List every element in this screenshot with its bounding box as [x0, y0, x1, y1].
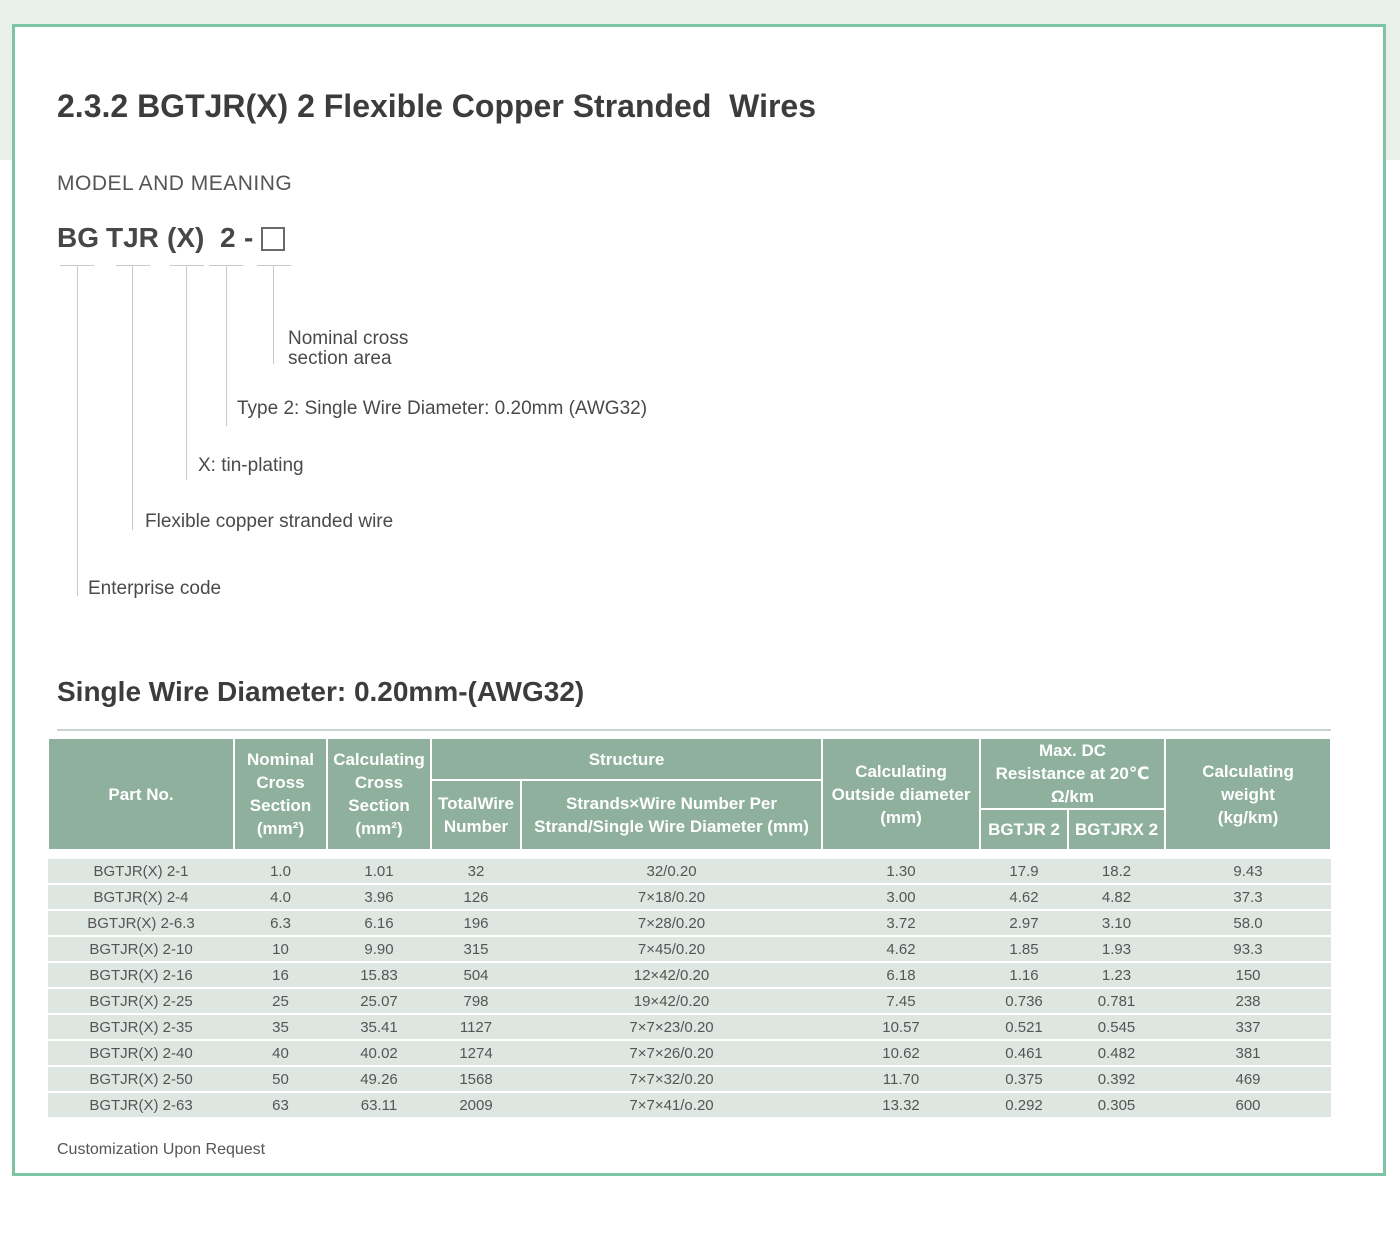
underline-tin [170, 265, 204, 266]
meaning-flexible: Flexible copper stranded wire [145, 511, 394, 532]
header-weight [1165, 738, 1331, 850]
header-weight-line: (kg/km) [1217, 807, 1279, 827]
spec-table [47, 737, 1332, 1117]
cell-weight: 58.0 [1165, 910, 1331, 936]
section-title: Single Wire Diameter: 0.20mm-(AWG32) [57, 676, 585, 707]
header-outside-line: Calculating [855, 761, 947, 781]
header-nominal-line: Section [249, 796, 312, 815]
header-total-wire [431, 780, 521, 850]
cell-weight: 337 [1165, 1014, 1331, 1040]
header-nominal-line: (mm²) [256, 819, 305, 838]
table-row [48, 1092, 1331, 1117]
cell-calc-section: 9.90 [327, 936, 431, 962]
cell-total-wire: 1568 [431, 1066, 521, 1092]
cell-bgtjrx: 0.781 [1068, 988, 1165, 1014]
page-title: 2.3.2 BGTJR(X) 2 Flexible Copper Stranded Wires [57, 88, 817, 124]
header-strands-line: Strands×Wire Number Per [566, 794, 777, 813]
header-outside-line: Outside diameter [831, 784, 971, 804]
footnote: Customization Upon Request [57, 1141, 266, 1158]
cell-bgtjr: 0.736 [980, 988, 1068, 1014]
header-resistance-line: Max. DC [1038, 741, 1107, 760]
cell-strands: 7×7×32/0.20 [521, 1066, 822, 1092]
model-heading: MODEL AND MEANING [57, 172, 293, 195]
meaning-area-line2: section area [288, 348, 392, 369]
header-weight-line: Calculating [1202, 761, 1294, 781]
meaning-enterprise: Enterprise code [88, 578, 222, 599]
cell-strands: 7×7×23/0.20 [521, 1014, 822, 1040]
table-row [48, 858, 1331, 884]
cell-calc-section: 49.26 [327, 1066, 431, 1092]
code-placeholder-box [261, 227, 285, 251]
cell-bgtjr: 0.375 [980, 1066, 1068, 1092]
cell-calc-section: 15.83 [327, 962, 431, 988]
cell-bgtjrx: 0.482 [1068, 1040, 1165, 1066]
table-row [48, 1066, 1331, 1092]
cell-strands: 19×42/0.20 [521, 988, 822, 1014]
cell-outside: 4.62 [822, 936, 980, 962]
header-bgtjr: BGTJR 2 [980, 809, 1068, 850]
cell-total-wire: 2009 [431, 1092, 521, 1117]
cell-outside: 3.00 [822, 884, 980, 910]
table-row [48, 988, 1331, 1014]
header-resistance-line: Resistance at 20℃ [995, 764, 1150, 783]
header-nominal-section [234, 738, 327, 850]
meaning-tin: X: tin-plating [198, 455, 304, 476]
cell-total-wire: 1274 [431, 1040, 521, 1066]
header-calc-section [327, 738, 431, 850]
cell-nominal: 10 [234, 936, 327, 962]
cell-bgtjr: 1.16 [980, 962, 1068, 988]
underline-area [257, 265, 291, 266]
cell-outside: 3.72 [822, 910, 980, 936]
cell-strands: 12×42/0.20 [521, 962, 822, 988]
meaning-type: Type 2: Single Wire Diameter: 0.20mm (AWG32) [237, 398, 648, 419]
cell-calc-section: 63.11 [327, 1092, 431, 1117]
cell-strands: 7×45/0.20 [521, 936, 822, 962]
header-calc-line: Cross [354, 773, 404, 792]
cell-outside: 6.18 [822, 962, 980, 988]
cell-weight: 9.43 [1165, 858, 1331, 884]
cell-outside: 7.45 [822, 988, 980, 1014]
header-total-wire-line: Number [443, 817, 509, 836]
leader-type [226, 266, 227, 426]
cell-calc-section: 3.96 [327, 884, 431, 910]
cell-outside: 1.30 [822, 858, 980, 884]
cell-total-wire: 32 [431, 858, 521, 884]
cell-nominal: 16 [234, 962, 327, 988]
table-body [48, 858, 1331, 1117]
cell-part-no: BGTJR(X) 2-50 [48, 1066, 234, 1092]
leader-tin [186, 266, 187, 480]
cell-weight: 238 [1165, 988, 1331, 1014]
cell-part-no: BGTJR(X) 2-4 [48, 884, 234, 910]
cell-outside: 10.57 [822, 1014, 980, 1040]
header-outside-diameter [822, 738, 980, 850]
cell-weight: 469 [1165, 1066, 1331, 1092]
cell-nominal: 50 [234, 1066, 327, 1092]
cell-strands: 7×18/0.20 [521, 884, 822, 910]
table-row [48, 936, 1331, 962]
cell-part-no: BGTJR(X) 2-1 [48, 858, 234, 884]
leader-area [273, 266, 274, 364]
cell-bgtjr: 1.85 [980, 936, 1068, 962]
code-part-enterprise: BG [57, 222, 99, 253]
cell-total-wire: 126 [431, 884, 521, 910]
cell-total-wire: 798 [431, 988, 521, 1014]
table-row [48, 910, 1331, 936]
cell-calc-section: 6.16 [327, 910, 431, 936]
header-resistance-line: Ω/km [1051, 787, 1094, 806]
header-calc-line: Section [348, 796, 410, 815]
cell-bgtjrx: 18.2 [1068, 858, 1165, 884]
cell-weight: 93.3 [1165, 936, 1331, 962]
header-outside-line: (mm) [880, 807, 922, 827]
cell-nominal: 35 [234, 1014, 327, 1040]
cell-part-no: BGTJR(X) 2-40 [48, 1040, 234, 1066]
cell-outside: 11.70 [822, 1066, 980, 1092]
cell-total-wire: 1127 [431, 1014, 521, 1040]
cell-calc-section: 35.41 [327, 1014, 431, 1040]
header-resistance [980, 738, 1165, 809]
cell-bgtjr: 2.97 [980, 910, 1068, 936]
cell-weight: 600 [1165, 1092, 1331, 1117]
cell-outside: 10.62 [822, 1040, 980, 1066]
cell-bgtjrx: 0.545 [1068, 1014, 1165, 1040]
cell-strands: 7×7×26/0.20 [521, 1040, 822, 1066]
cell-calc-section: 25.07 [327, 988, 431, 1014]
cell-strands: 7×7×41/o.20 [521, 1092, 822, 1117]
cell-bgtjr: 0.461 [980, 1040, 1068, 1066]
cell-part-no: BGTJR(X) 2-6.3 [48, 910, 234, 936]
cell-nominal: 6.3 [234, 910, 327, 936]
header-total-wire-line: TotalWire [437, 794, 515, 813]
header-calc-line: (mm²) [355, 819, 403, 838]
cell-calc-section: 1.01 [327, 858, 431, 884]
cell-bgtjr: 0.521 [980, 1014, 1068, 1040]
leader-enterprise [77, 266, 78, 596]
cell-outside: 13.32 [822, 1092, 980, 1117]
cell-bgtjr: 0.292 [980, 1092, 1068, 1117]
cell-nominal: 40 [234, 1040, 327, 1066]
cell-bgtjrx: 0.305 [1068, 1092, 1165, 1117]
cell-part-no: BGTJR(X) 2-16 [48, 962, 234, 988]
header-weight-line: weight [1221, 784, 1275, 804]
cell-nominal: 63 [234, 1092, 327, 1117]
header-bgtjrx: BGTJRX 2 [1068, 809, 1165, 850]
code-part-type: TJR [106, 222, 159, 253]
header-gap [48, 850, 1331, 858]
header-calc-line: Calculating [333, 750, 425, 769]
cell-bgtjr: 17.9 [980, 858, 1068, 884]
cell-bgtjrx: 4.82 [1068, 884, 1165, 910]
meaning-area [288, 329, 408, 369]
cell-calc-section: 40.02 [327, 1040, 431, 1066]
header-structure: Structure [431, 738, 822, 780]
table-row [48, 1014, 1331, 1040]
cell-strands: 32/0.20 [521, 858, 822, 884]
cell-bgtjrx: 3.10 [1068, 910, 1165, 936]
cell-bgtjr: 4.62 [980, 884, 1068, 910]
table-row [48, 962, 1331, 988]
cell-total-wire: 504 [431, 962, 521, 988]
cell-part-no: BGTJR(X) 2-10 [48, 936, 234, 962]
cell-weight: 381 [1165, 1040, 1331, 1066]
cell-bgtjrx: 1.23 [1068, 962, 1165, 988]
cell-nominal: 1.0 [234, 858, 327, 884]
cell-bgtjrx: 1.93 [1068, 936, 1165, 962]
cell-weight: 150 [1165, 962, 1331, 988]
meaning-area-line1: Nominal cross [288, 328, 409, 349]
cell-bgtjrx: 0.392 [1068, 1066, 1165, 1092]
header-nominal-line: Cross [256, 773, 305, 792]
cell-part-no: BGTJR(X) 2-35 [48, 1014, 234, 1040]
cell-part-no: BGTJR(X) 2-25 [48, 988, 234, 1014]
leader-flexible [132, 266, 133, 530]
header-strands-line: Strand/Single Wire Diameter (mm) [534, 817, 809, 836]
cell-total-wire: 196 [431, 910, 521, 936]
cell-weight: 37.3 [1165, 884, 1331, 910]
header-nominal-line: Nominal [246, 750, 315, 769]
section-divider [57, 729, 1331, 731]
code-part-number: 2 [220, 222, 236, 253]
header-strands [521, 780, 822, 850]
header-part-no: Part No. [48, 738, 234, 850]
table-row [48, 1040, 1331, 1066]
cell-part-no: BGTJR(X) 2-63 [48, 1092, 234, 1117]
table-row [48, 884, 1331, 910]
code-part-tin: (X) [167, 222, 205, 253]
cell-strands: 7×28/0.20 [521, 910, 822, 936]
cell-nominal: 4.0 [234, 884, 327, 910]
cell-total-wire: 315 [431, 936, 521, 962]
underline-type [116, 265, 150, 266]
code-dash: - [244, 222, 254, 253]
cell-nominal: 25 [234, 988, 327, 1014]
